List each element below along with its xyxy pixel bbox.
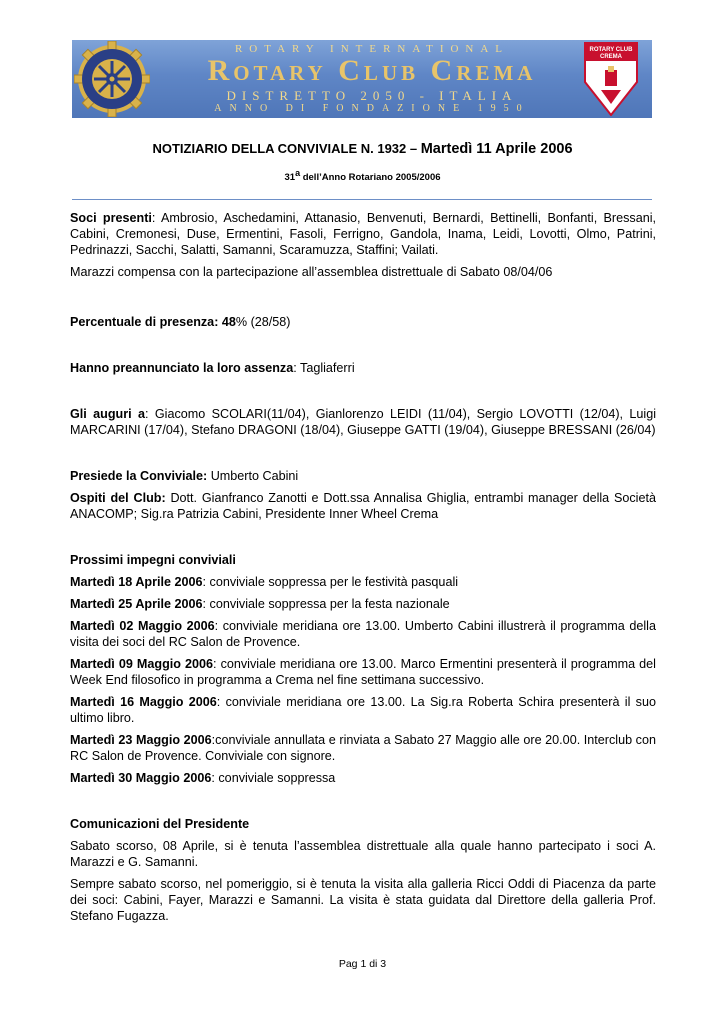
presiede-label: Presiede la Conviviale:	[70, 469, 208, 483]
impegni-heading: Prossimi impegni conviviali	[70, 553, 236, 567]
impegno-text: : conviviale meridiana ore 13.00. Marco Ermentini presenterà il programma del Week End filosofico in programma a Crema nel fine settimana successivo.	[70, 657, 656, 687]
rotary-wheel-icon	[74, 41, 150, 117]
impegno-date: Martedì 16 Maggio 2006	[70, 695, 217, 709]
percentuale-value: % (28/58)	[235, 315, 291, 329]
impegno-text: : conviviale meridiana ore 13.00. La Sig.ra Roberta Schira presenterà il suo ultimo libro.	[70, 695, 656, 725]
presiede	[70, 468, 656, 484]
impegno-text: :conviviale annullata e rinviata a Sabato 27 Maggio alle ore 20.00. Interclub con RC Salon de Provence. Conviviale con signore.	[70, 733, 656, 763]
impegno-date: Martedì 09 Maggio 2006	[70, 657, 214, 671]
bulletin-title	[0, 141, 725, 157]
comunicazioni-paragraph: Sabato scorso, 08 Aprile, si è tenuta l’assemblea distrettuale alla quale hanno partecipato i soci A. Marazzi e G. Samanni.	[70, 839, 656, 869]
ospiti-list: Dott. Gianfranco Zanotti e Dott.ssa Annalisa Ghiglia, entrambi manager della Società ANACOMP; Sig.ra Patrizia Cabini, Presidente Inner Wheel Crema	[70, 491, 656, 521]
impegno-date: Martedì 18 Aprile 2006	[70, 575, 203, 589]
soci-presenti-list: : Ambrosio, Aschedamini, Attanasio, Benvenuti, Bernardi, Bettinelli, Bonfanti, Bressani, Cabini, Cremonesi, Duse, Ermentini, Fasoli, Ferrigno, Gandola, Inama, Leidi, Lovotti, Olmo, Patrini, Pedrinazzi, Sacchi, Salatti, Samanni, Scaramuzza, Staffini; Vailati.	[70, 211, 657, 257]
impegno-text: : conviviale meridiana ore 13.00. Umberto Cabini illustrerà il programma della visita dei soci del RC Salon de Provence.	[70, 619, 656, 649]
page-number: Pag 1 di 3	[338, 958, 387, 970]
soci-note: Marazzi compensa con la partecipazione all’assemblea distrettuale di Sabato 08/04/06	[70, 265, 553, 279]
assenze-label: Hanno preannunciato la loro assenza	[70, 361, 294, 375]
svg-text:CREMA: CREMA	[600, 54, 622, 60]
comunicazioni-heading: Comunicazioni del Presidente	[70, 817, 250, 831]
percentuale-label: Percentuale di presenza: 48	[70, 315, 236, 329]
header-divider	[72, 199, 652, 200]
banner-line-club-name: Rotary Club Crema	[207, 54, 537, 87]
comunicazioni-paragraph: Sempre sabato scorso, nel pomeriggio, si è tenuta la visita alla galleria Ricci Oddi di Piacenza da parte dei soci: Cabini, Fayer, Marazzi e Samanni. La visita è stata guidata dal Direttore della galleria Prof. Stefano Fugazza.	[70, 877, 656, 923]
subtitle-number: 31	[284, 172, 296, 184]
ospiti	[70, 490, 656, 522]
impegno-text: : conviviale soppressa	[211, 771, 336, 785]
impegno-text: : conviviale soppressa per la festa nazionale	[202, 597, 450, 611]
impegno-date: Martedì 02 Maggio 2006	[70, 619, 215, 633]
auguri	[70, 406, 656, 438]
impegno-text: : conviviale soppressa per le festività pasquali	[202, 575, 459, 589]
bulletin-title-date: Martedì 11 Aprile 2006	[420, 141, 573, 157]
banner-line-fondazione: ANNO DI FONDAZIONE 1950	[214, 103, 530, 114]
header-banner	[72, 40, 652, 118]
auguri-list: : Giacomo SCOLARI(11/04), Gianlorenzo LEIDI (11/04), Sergio LOVOTTI (12/04), Luigi MARCARINI (17/04), Stefano DRAGONI (18/04), Giuseppe GATTI (19/04), Giuseppe BRESSANI (26/04)	[70, 407, 656, 437]
subtitle-text: dell’Anno Rotariano 2005/2006	[300, 172, 441, 184]
presiede-name: Umberto Cabini	[207, 469, 299, 483]
impegno-item	[70, 694, 656, 726]
impegno-item	[70, 618, 656, 650]
soci-presenti	[70, 210, 656, 258]
percentuale-presenza	[70, 314, 656, 330]
auguri-label: Gli auguri a	[70, 407, 145, 421]
bulletin-subtitle	[0, 168, 725, 183]
ospiti-label: Ospiti del Club:	[70, 491, 166, 505]
subtitle-superscript: a	[295, 168, 301, 178]
impegno-item	[70, 656, 656, 688]
banner-line-rotary-international: ROTARY INTERNATIONAL	[234, 43, 510, 55]
banner-line-distretto: DISTRETTO 2050 - ITALIA	[226, 88, 518, 103]
soci-presenti-label: Soci presenti	[70, 211, 152, 225]
impegno-date: Martedì 25 Aprile 2006	[70, 597, 203, 611]
impegno-item	[70, 770, 656, 786]
impegno-item	[70, 574, 656, 590]
impegno-item	[70, 732, 656, 764]
impegno-date: Martedì 23 Maggio 2006	[70, 733, 212, 747]
club-pennant-icon	[584, 42, 638, 116]
assenze	[70, 360, 656, 376]
bulletin-body	[70, 210, 656, 924]
impegno-item	[70, 596, 656, 612]
assenze-list: : Tagliaferri	[293, 361, 355, 375]
bulletin-title-main: NOTIZIARIO DELLA CONVIVIALE N. 1932 –	[152, 141, 421, 156]
impegno-date: Martedì 30 Maggio 2006	[70, 771, 212, 785]
svg-text:ROTARY CLUB: ROTARY CLUB	[589, 47, 633, 53]
